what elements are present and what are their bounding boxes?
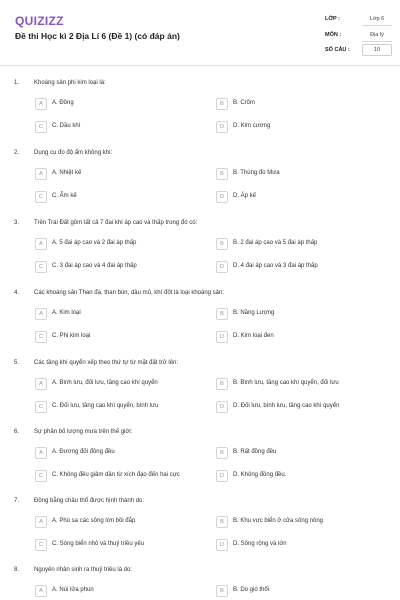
option-letter-box: B [216, 168, 228, 180]
worksheet-header [0, 0, 400, 60]
subject-underline [362, 41, 392, 42]
option-letter-box: C [35, 191, 47, 203]
option-letter-box: A [35, 168, 47, 180]
option-letter-box: D [216, 470, 228, 482]
question-number: 6. [14, 429, 20, 435]
grade-underline [362, 25, 392, 26]
option-letter-box: B [216, 585, 228, 597]
question-text: Các tầng khí quyển xếp theo thứ tự từ mặt đất trở lên: [34, 360, 179, 366]
question-number: 5. [14, 360, 20, 366]
option-letter-box: A [35, 98, 47, 110]
option-text: C. Sóng biển nhỏ và thuỷ triều yếu [52, 541, 145, 547]
option-text: A. Núi lửa phun [52, 587, 94, 593]
option-letter-box: D [216, 401, 228, 413]
option-text: D. Áp kế [233, 193, 257, 199]
option-text: B. Thùng đo Mưa [233, 170, 280, 176]
question-count-label: SỐ CÂU : [325, 47, 350, 53]
question-text: Khoáng sản phi kim loại là: [34, 80, 106, 86]
option-letter-box: A [35, 238, 47, 250]
question-text: Sự phân bố lượng mưa trên thế giới: [34, 429, 133, 435]
option-text: D. Đối lưu, bình lưu, tầng cao khí quyển [233, 403, 340, 409]
question-text: Trên Trái Đất gồm tất cả 7 đai khí áp cao và thấp trong đó có: [34, 220, 198, 226]
question-text: Nguyên nhân sinh ra thuỷ triều là do: [34, 567, 133, 573]
option-text: A. Đương đối đồng đều [52, 449, 115, 455]
question-text: Đồng bằng châu thổ được hình thành do: [34, 498, 145, 504]
option-letter-box: D [216, 191, 228, 203]
option-text: D. Sông rộng và lớn [233, 541, 287, 547]
question-number: 1. [14, 80, 20, 86]
question-number: 2. [14, 150, 20, 156]
option-letter-box: D [216, 331, 228, 343]
option-text: D. Kim loại đen [233, 333, 274, 339]
option-text: D. 4 đai áp cao và 3 đai áp thấp [233, 263, 318, 269]
question-3 [0, 220, 400, 290]
question-8 [0, 567, 400, 600]
quizizz-logo: QUIZIZZ [15, 14, 64, 28]
question-text: Các khoáng sản Than đá, than bùn, dầu mỏ, khí đốt là loại khoáng sản: [34, 290, 225, 296]
option-letter-box: C [35, 470, 47, 482]
subject-label: MÔN : [325, 32, 342, 38]
question-number: 8. [14, 567, 20, 573]
option-letter-box: B [216, 98, 228, 110]
option-letter-box: B [216, 447, 228, 459]
option-text: B. Do gió thổi [233, 587, 270, 593]
subject-value: Địa lý [370, 32, 384, 38]
question-2 [0, 150, 400, 220]
option-letter-box: A [35, 308, 47, 320]
option-text: C. Dầu khí [52, 123, 81, 129]
option-text: B. 2 đai áp cao và 5 đai áp thấp [233, 240, 318, 246]
question-number: 7. [14, 498, 20, 504]
option-text: D. Kim cương [233, 123, 271, 129]
option-text: B. Khu vực biển ở cửa sông nông [233, 518, 324, 524]
option-text: C. Phi kim loại [52, 333, 91, 339]
question-number: 3. [14, 220, 20, 226]
question-6 [0, 429, 400, 499]
header-divider [0, 65, 400, 66]
worksheet-title: Đề thi Học kì 2 Địa Lí 6 (Đề 1) (có đáp án) [15, 31, 180, 41]
option-letter-box: B [216, 516, 228, 528]
option-text: D. Không đồng đều. [233, 472, 287, 478]
question-1 [0, 80, 400, 150]
option-letter-box: C [35, 539, 47, 551]
option-text: C. Không đều giảm dần từ xích đạo đến hai cực [52, 472, 180, 478]
option-text: B. Rất đồng đều [233, 449, 277, 455]
option-text: C. Đối lưu, tầng cao khí quyển, bình lưu [52, 403, 159, 409]
question-count-value: 10 [373, 47, 381, 53]
option-letter-box: B [216, 238, 228, 250]
grade-value: Lớp 6 [369, 16, 385, 22]
option-letter-box: C [35, 331, 47, 343]
option-text: A. 5 đai áp cao và 2 đai áp thấp [52, 240, 137, 246]
option-text: A. Phù sa các sông lớn bồi đắp [52, 518, 136, 524]
grade-label: LỚP : [325, 16, 340, 22]
option-text: A. Nhiệt kế [52, 170, 82, 176]
option-letter-box: A [35, 447, 47, 459]
question-number: 4. [14, 290, 20, 296]
option-letter-box: D [216, 121, 228, 133]
option-letter-box: D [216, 539, 228, 551]
option-letter-box: A [35, 516, 47, 528]
question-text: Dụng cụ đo độ ẩm không khí: [34, 150, 113, 156]
option-text: A. Bình lưu, đối lưu, tầng cao khí quyển [52, 380, 158, 386]
option-letter-box: B [216, 308, 228, 320]
option-letter-box: C [35, 401, 47, 413]
option-text: A. Đồng [52, 100, 74, 106]
option-text: C. Ẩm kế [52, 193, 77, 199]
option-text: B. Crôm [233, 100, 256, 106]
question-5 [0, 360, 400, 430]
option-letter-box: B [216, 378, 228, 390]
option-text: C. 3 đai áp cao và 4 đai áp thấp [52, 263, 137, 269]
question-7 [0, 498, 400, 568]
option-letter-box: A [35, 585, 47, 597]
option-letter-box: C [35, 261, 47, 273]
option-text: A. Kim loại [52, 310, 81, 316]
option-letter-box: C [35, 121, 47, 133]
option-letter-box: D [216, 261, 228, 273]
option-text: B. Năng Lượng [233, 310, 275, 316]
option-text: B. Bình lưu, tầng cao khí quyển, đối lưu [233, 380, 339, 386]
question-4 [0, 290, 400, 360]
option-letter-box: A [35, 378, 47, 390]
